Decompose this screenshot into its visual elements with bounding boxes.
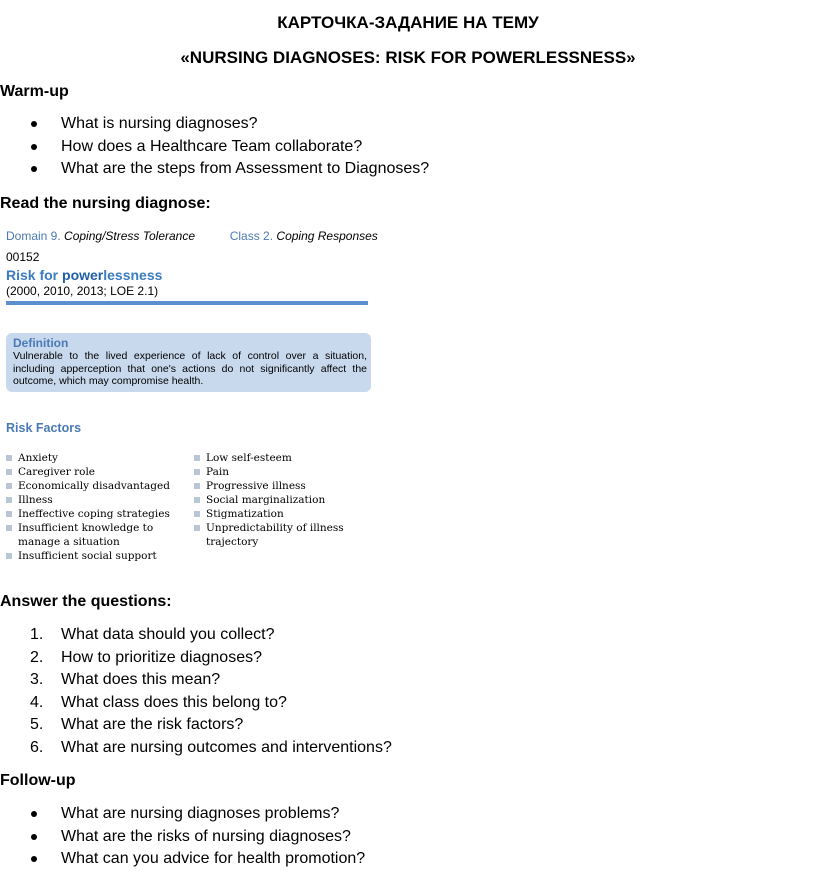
- warmup-heading: Warm-up: [0, 83, 69, 100]
- list-item: How does a Healthcare Team collaborate?: [0, 136, 429, 159]
- diagnosis-title-prefix: Risk for: [6, 267, 63, 283]
- risk-factors-column-1: [6, 451, 181, 563]
- list-item: What are the steps from Assessment to Diagnoses?: [0, 158, 429, 181]
- diagnosis-code: 00152: [6, 250, 40, 264]
- definition-title: Definition: [13, 336, 69, 350]
- risk-factor-item: Progressive illness: [194, 479, 354, 493]
- list-item: 6. What are nursing outcomes and interventions?: [30, 738, 392, 756]
- divider: [6, 301, 368, 305]
- risk-factor-item: Anxiety: [6, 451, 181, 465]
- risk-factor-item: Insufficient social support: [6, 549, 181, 563]
- risk-factor-item: Social marginalization: [194, 493, 354, 507]
- page-title-line-2: «NURSING DIAGNOSES: RISK FOR POWERLESSNESS»: [180, 48, 636, 67]
- risk-factor-item: Ineffective coping strategies: [6, 507, 181, 521]
- class-name: Coping Responses: [276, 229, 378, 243]
- definition-box: [6, 333, 371, 392]
- domain-name: Coping/Stress Tolerance: [64, 229, 196, 243]
- followup-heading: Follow-up: [0, 772, 76, 789]
- risk-factors-heading: Risk Factors: [6, 421, 82, 435]
- risk-factor-item: Pain: [194, 465, 354, 479]
- risk-factors-column-2: [194, 451, 354, 549]
- diagnosis-title-strong: power: [62, 267, 104, 283]
- class-label: Class 2.: [229, 229, 274, 243]
- list-item: 4. What class does this belong to?: [30, 693, 287, 711]
- list-item: 5. What are the risk factors?: [30, 716, 244, 734]
- diagnosis-card: [6, 225, 378, 565]
- list-item: 2. How to prioritize diagnoses?: [30, 648, 262, 666]
- domain-label: Domain 9.: [6, 229, 61, 243]
- list-item: What are nursing diagnoses problems?: [0, 803, 365, 826]
- diagnosis-title: [6, 267, 162, 283]
- risk-factor-item: Caregiver role: [6, 465, 181, 479]
- risk-factor-item: Low self-esteem: [194, 451, 354, 465]
- risk-factor-item: Economically disadvantaged: [6, 479, 181, 493]
- list-item: What can you advice for health promotion?: [0, 848, 365, 871]
- list-item: What is nursing diagnoses?: [0, 113, 429, 136]
- risk-factor-item: Insufficient knowledge to manage a situation: [6, 521, 181, 549]
- diagnosis-title-suffix: lessness: [103, 267, 163, 283]
- risk-factor-item: Stigmatization: [194, 507, 354, 521]
- answer-list: [0, 624, 392, 760]
- list-item: 3. What does this mean?: [30, 671, 221, 689]
- list-item: 1. What data should you collect?: [30, 626, 275, 643]
- risk-factor-item: Illness: [6, 493, 181, 507]
- read-heading: Read the nursing diagnose:: [0, 195, 211, 212]
- diagnosis-years: (2000, 2010, 2013; LOE 2.1): [6, 284, 159, 298]
- followup-list: [0, 803, 365, 871]
- answer-heading: Answer the questions:: [0, 593, 172, 610]
- definition-text: Vulnerable to the lived experience of lack of control over a situation, including apperception that one's actions do not significantly affect the outcome, which may compromise health.: [13, 350, 367, 387]
- page-title-line-1: КАРТОЧКА-ЗАДАНИЕ НА ТЕМУ: [277, 13, 539, 32]
- domain-class-row: [6, 229, 378, 243]
- warmup-list: [0, 113, 429, 181]
- risk-factor-item: Unpredictability of illness trajectory: [194, 521, 354, 549]
- list-item: What are the risks of nursing diagnoses?: [0, 826, 365, 849]
